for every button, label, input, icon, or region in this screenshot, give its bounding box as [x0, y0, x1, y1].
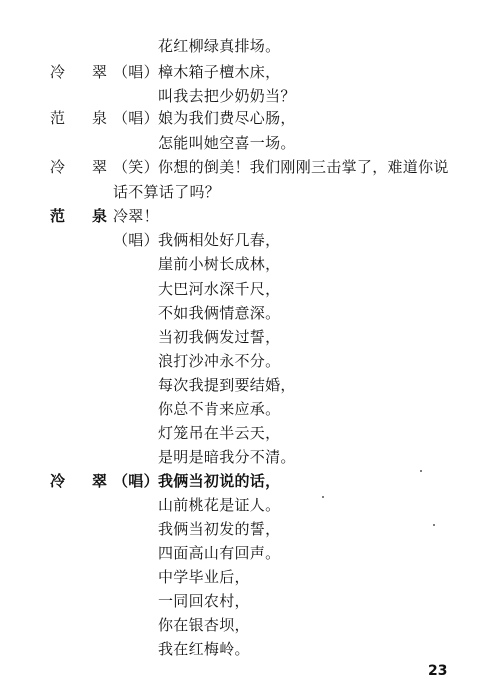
stage-cue: （唱） — [113, 109, 159, 127]
dialogue-line: 你想的倒美！我们刚刚三击掌了，难道你说 — [158, 158, 449, 176]
verse-line: 花红柳绿真排场。 — [158, 37, 281, 55]
stage-cue: （笑） — [113, 158, 159, 176]
scan-speck — [322, 496, 324, 498]
stage-cue: （唱） — [113, 63, 159, 81]
verse-line: 四面高山有回声。 — [158, 544, 281, 562]
verse-line: 崖前小树长成林， — [158, 255, 281, 273]
verse-line: 大巴河水深千尺， — [158, 280, 281, 298]
speaker-name: 范 泉 — [50, 207, 114, 225]
verse-line: 娘为我们费尽心肠， — [158, 109, 296, 127]
page-number: 23 — [428, 663, 448, 679]
verse-line: 当初我俩发过誓， — [158, 328, 281, 346]
verse-line: 是明是暗我分不清。 — [158, 448, 296, 466]
scan-speck — [433, 524, 435, 526]
verse-line: 灯笼吊在半云天， — [158, 424, 281, 442]
dialogue-line: 冷翠！ — [113, 207, 159, 225]
stage-cue: （唱） — [113, 231, 159, 249]
verse-line: 你总不肯来应承。 — [158, 400, 281, 418]
verse-line: 一同回农村， — [158, 592, 250, 610]
speaker-name: 冷 翠 — [50, 158, 114, 176]
verse-line: 怎能叫她空喜一场。 — [158, 134, 296, 152]
speaker-name: 范 泉 — [50, 109, 114, 127]
verse-line: 中学毕业后， — [158, 568, 250, 586]
verse-line: 叫我去把少奶奶当？ — [158, 87, 296, 105]
verse-line: 浪打沙冲永不分。 — [158, 352, 281, 370]
speaker-name: 冷 翠 — [50, 472, 114, 490]
verse-line: 我俩当初发的誓， — [158, 520, 281, 538]
verse-line: 山前桃花是证人。 — [158, 496, 281, 514]
speaker-name: 冷 翠 — [50, 63, 114, 81]
verse-line: 不如我俩情意深。 — [158, 304, 281, 322]
verse-line: 我俩相处好几春， — [158, 231, 281, 249]
scan-speck — [420, 470, 422, 472]
verse-line: 樟木箱子檀木床， — [158, 63, 281, 81]
verse-line: 我俩当初说的话， — [158, 472, 281, 490]
stage-cue: （唱） — [113, 472, 159, 490]
verse-line: 你在银杏坝， — [158, 616, 250, 634]
dialogue-line: 话不算话了吗？ — [113, 183, 221, 201]
verse-line: 每次我提到要结婚， — [158, 376, 296, 394]
verse-line: 我在红梅岭。 — [158, 640, 250, 658]
